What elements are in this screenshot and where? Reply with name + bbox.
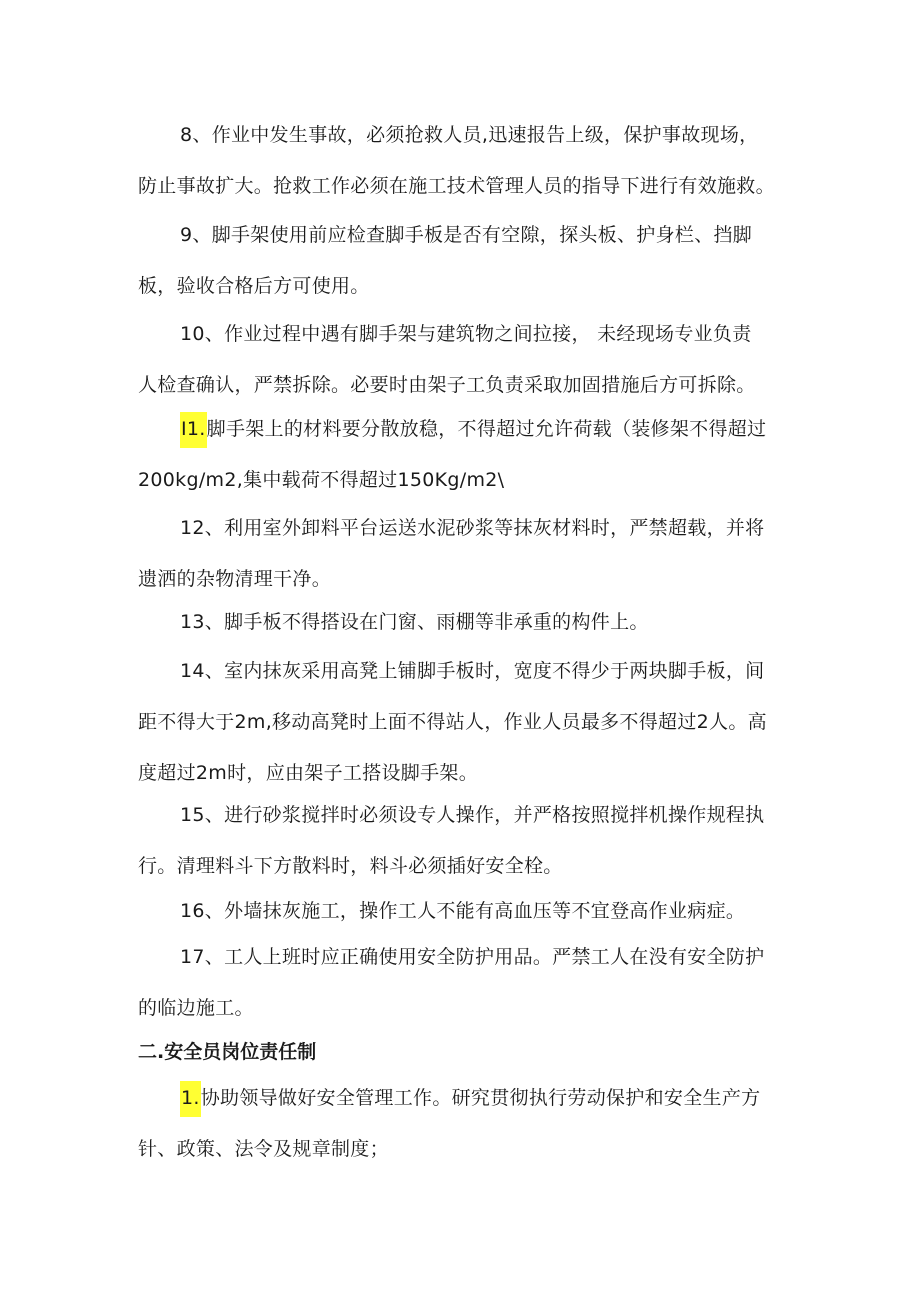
- paragraph-line: 行。清理料斗下方散料时，料斗必须插好安全栓。: [138, 855, 563, 877]
- highlight-marker: I1.: [180, 412, 207, 448]
- paragraph-line: 8、作业中发生事故，必须抢救人员,迅速报告上级，保护事故现场，: [180, 124, 759, 146]
- paragraph-line: [138, 1073, 798, 1124]
- paragraph-item-13: [138, 597, 798, 648]
- paragraph-line: 9、脚手架使用前应检查脚手板是否有空隙，探头板、护身栏、挡脚: [180, 224, 753, 246]
- paragraph-item-16: [138, 886, 798, 937]
- paragraph-item-8: [138, 110, 798, 212]
- paragraph-item-11: [138, 404, 798, 506]
- paragraph-line: 距不得大于2m,移动高凳时上面不得站人，作业人员最多不得超过2人。高: [138, 711, 767, 733]
- paragraph-line: 针、政策、法令及规章制度；: [138, 1138, 389, 1160]
- paragraph-line: 防止事故扩大。抢救工作必须在施工技术管理人员的指导下进行有效施救。: [138, 175, 775, 197]
- paragraph-item-12: [138, 503, 798, 605]
- paragraph-item-10: [138, 309, 798, 411]
- paragraph-line: 人检查确认，严禁拆除。必要时由架子工负责采取加固措施后方可拆除。: [138, 374, 756, 396]
- paragraph-item-14: [138, 646, 798, 799]
- paragraph-item-9: [138, 210, 798, 312]
- paragraph-line: 13、脚手板不得搭设在门窗、雨棚等非承重的构件上。: [180, 611, 649, 633]
- paragraph-text: 协助领导做好安全管理工作。研究贯彻执行劳动保护和安全生产方: [200, 1087, 761, 1109]
- paragraph-line: 12、利用室外卸料平台运送水泥砂浆等抹灰材料时，严禁超载，并将: [180, 517, 765, 539]
- section-item-1: [138, 1073, 798, 1175]
- paragraph-line: 15、进行砂浆搅拌时必须设专人操作，并严格按照搅拌机操作规程执: [180, 804, 765, 826]
- paragraph-line: 遗洒的杂物清理干净。: [138, 568, 332, 590]
- paragraph-item-17: [138, 932, 798, 1034]
- paragraph-item-15: [138, 790, 798, 892]
- paragraph-text: 脚手架上的材料要分散放稳，不得超过允许荷载（装修架不得超过: [206, 418, 767, 440]
- highlight-marker: 1.: [180, 1081, 201, 1117]
- paragraph-line: 10、作业过程中遇有脚手架与建筑物之间拉接， 未经现场专业负责: [180, 323, 752, 345]
- section-heading: 二.安全员岗位责任制: [138, 1041, 317, 1063]
- paragraph-line: 17、工人上班时应正确使用安全防护用品。严禁工人在没有安全防护: [180, 946, 765, 968]
- paragraph-line: 板，验收合格后方可使用。: [138, 275, 370, 297]
- paragraph-line: 的临边施工。: [138, 997, 254, 1019]
- paragraph-line: 200kg/m2,集中载荷不得超过150Kg/m2\: [138, 469, 505, 491]
- paragraph-line: 度超过2m时，应由架子工搭设脚手架。: [138, 762, 478, 784]
- paragraph-line: 16、外墙抹灰施工，操作工人不能有高血压等不宜登高作业病症。: [180, 900, 746, 922]
- paragraph-line: 14、室内抹灰采用高凳上铺脚手板时，宽度不得少于两块脚手板，间: [180, 660, 765, 682]
- paragraph-line: [138, 404, 798, 455]
